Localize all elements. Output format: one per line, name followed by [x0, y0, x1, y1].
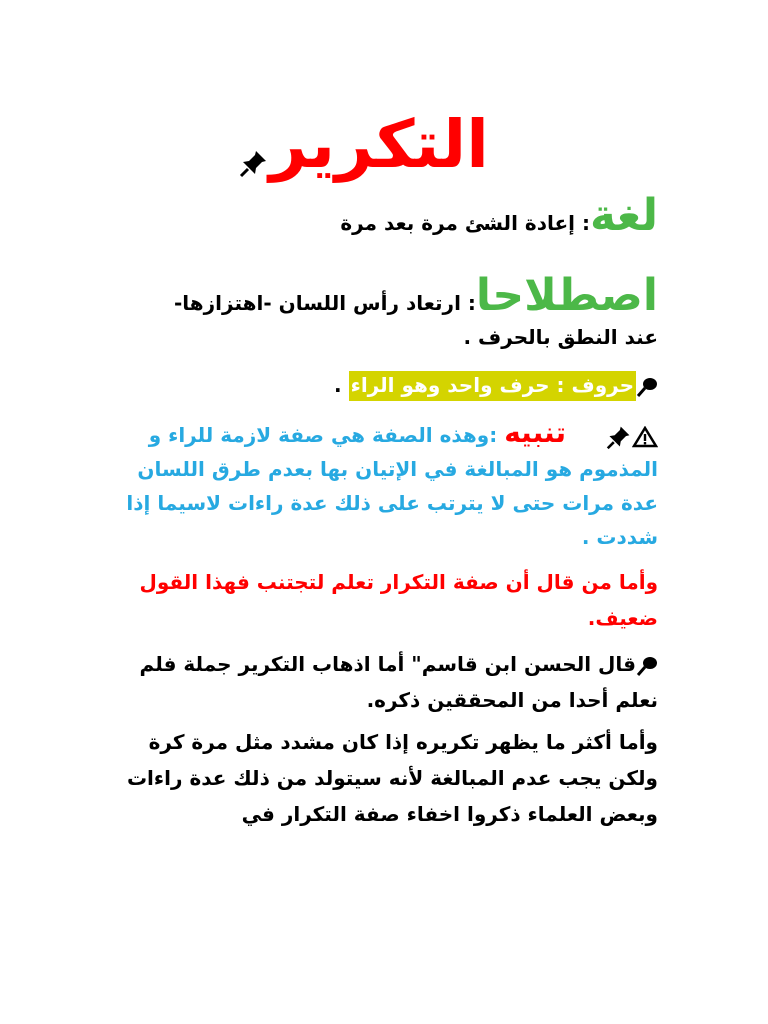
warning-icon [632, 426, 658, 448]
pushpin-icon [636, 655, 658, 677]
document-page [110, 100, 658, 832]
lugha-row [110, 190, 658, 260]
istilah-term: اصطلاحا [475, 270, 658, 321]
tanbih-word: تنبيه [504, 416, 566, 449]
lugha-term: لغة [589, 190, 658, 241]
weak-opinion-paragraph: وأما من قال أن صفة التكرار تعلم لتجتنب فهذا القول ضعيف. [139, 570, 658, 630]
pushpin-icon [606, 424, 632, 450]
title-row [110, 100, 618, 190]
huruf-highlight: حروف : حرف واحد وهو الراء [349, 371, 636, 401]
huruf-trailing: . [334, 373, 342, 397]
quote-paragraph [110, 646, 658, 718]
huruf-row [110, 368, 658, 402]
tanbih-paragraph [110, 416, 658, 554]
tanbih-text-first: :وهذه الصفة هي صفة لازمة للراء [168, 423, 498, 447]
tanbih-text-rest: و المذموم هو المبالغة في الإتيان بها بعدم طرق اللسان عدة مرات حتى لا يترتب على ذلك عدة راءات لاسيما إذا شددت . [126, 423, 658, 549]
lugha-definition: : إعادة الشئ مرة بعد مرة [340, 211, 590, 235]
page-title: التكرير [269, 106, 489, 183]
istilah-definition: : ارتعاد رأس اللسان -اهتزازها- [173, 291, 476, 315]
pushpin-icon [239, 148, 269, 178]
quote-text: قال الحسن ابن قاسم" أما اذهاب التكرير جملة فلم نعلم أحدا من المحققين ذكره. [139, 652, 658, 712]
istilah-continuation: عند النطق بالحرف . [463, 325, 658, 349]
istilah-row [110, 270, 658, 354]
pushpin-icon [636, 376, 658, 398]
final-paragraph: وأما أكثر ما يظهر تكريره إذا كان مشدد مثل مرة كرة ولكن يجب عدم المبالغة لأنه سيتولد من ذلك عدة راءات وبعض العلماء ذكروا اخفاء صفة التكرار في [126, 730, 658, 826]
